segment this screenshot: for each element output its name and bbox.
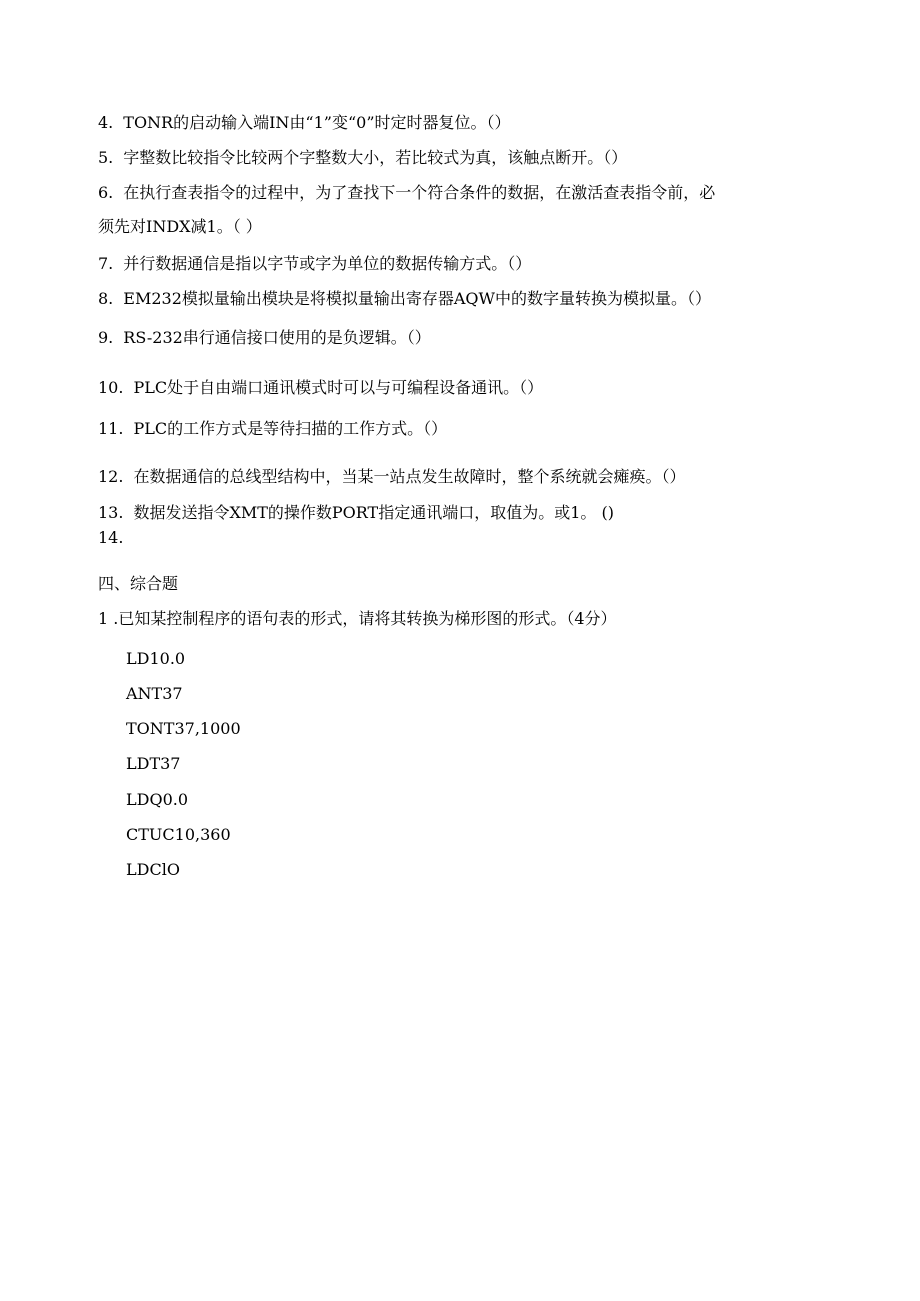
section-heading: 四、综合题 <box>98 574 179 593</box>
question-11 <box>98 418 447 440</box>
question-number: 12. <box>98 467 124 486</box>
question-text: 并行数据通信是指以字节或字为单位的数据传输方式。（） <box>123 254 532 273</box>
question-text: 在数据通信的总线型结构中，当某一站点发生故障时，整个系统就会瘫痪。（） <box>133 467 686 486</box>
question-text-continued: 须先对INDX减1。（ ） <box>98 217 262 236</box>
question-number: 10. <box>98 378 124 397</box>
question-5 <box>98 147 627 169</box>
question-text: 数据发送指令XMT的操作数PORT指定通讯端口，取值为。或1。 () <box>133 503 614 522</box>
question-13 <box>98 502 614 524</box>
question-number: 14. <box>98 528 124 547</box>
question-6-continued <box>98 216 262 238</box>
question-number: 8. <box>98 289 114 308</box>
question-14 <box>98 527 133 549</box>
question-number: 7. <box>98 254 114 273</box>
question-text: PLC的工作方式是等待扫描的工作方式。（） <box>133 419 448 438</box>
question-number: 11. <box>98 419 124 438</box>
statement-line: LDClO <box>126 860 180 879</box>
question-number: 13. <box>98 503 124 522</box>
question-text: 字整数比较指令比较两个字整数大小，若比较式为真，该触点断开。（） <box>123 148 628 167</box>
statement-line: CTUC10,360 <box>126 825 231 844</box>
question-6 <box>98 182 715 204</box>
question-number: 6. <box>98 183 114 202</box>
question-text: 在执行查表指令的过程中，为了查找下一个符合条件的数据，在激活查表指令前，必 <box>123 183 716 202</box>
question-8 <box>98 288 711 310</box>
statement-line: TONT37,1000 <box>126 719 241 738</box>
statement-line: LDQ0.0 <box>126 790 189 809</box>
question-number: 4. <box>98 113 114 132</box>
question-12 <box>98 466 685 488</box>
question-10 <box>98 377 543 399</box>
statement-line: LD10.0 <box>126 649 186 668</box>
question-4 <box>98 112 511 134</box>
comprehensive-question-1: 1 .已知某控制程序的语句表的形式，请将其转换为梯形图的形式。（4分） <box>98 609 617 628</box>
question-9 <box>98 327 431 349</box>
statement-line: LDT37 <box>126 754 181 773</box>
question-text: RS-232串行通信接口使用的是负逻辑。（） <box>123 328 431 347</box>
question-7 <box>98 253 531 275</box>
question-text: PLC处于自由端口通讯模式时可以与可编程设备通讯。（） <box>133 378 544 397</box>
statement-line: ANT37 <box>126 684 183 703</box>
question-text: EM232模拟量输出模块是将模拟量输出寄存器AQW中的数字量转换为模拟量。（） <box>123 289 711 308</box>
question-number: 5. <box>98 148 114 167</box>
question-number: 9. <box>98 328 114 347</box>
question-text: TONR的启动输入端IN由“1”变“0”时定时器复位。（） <box>123 113 511 132</box>
